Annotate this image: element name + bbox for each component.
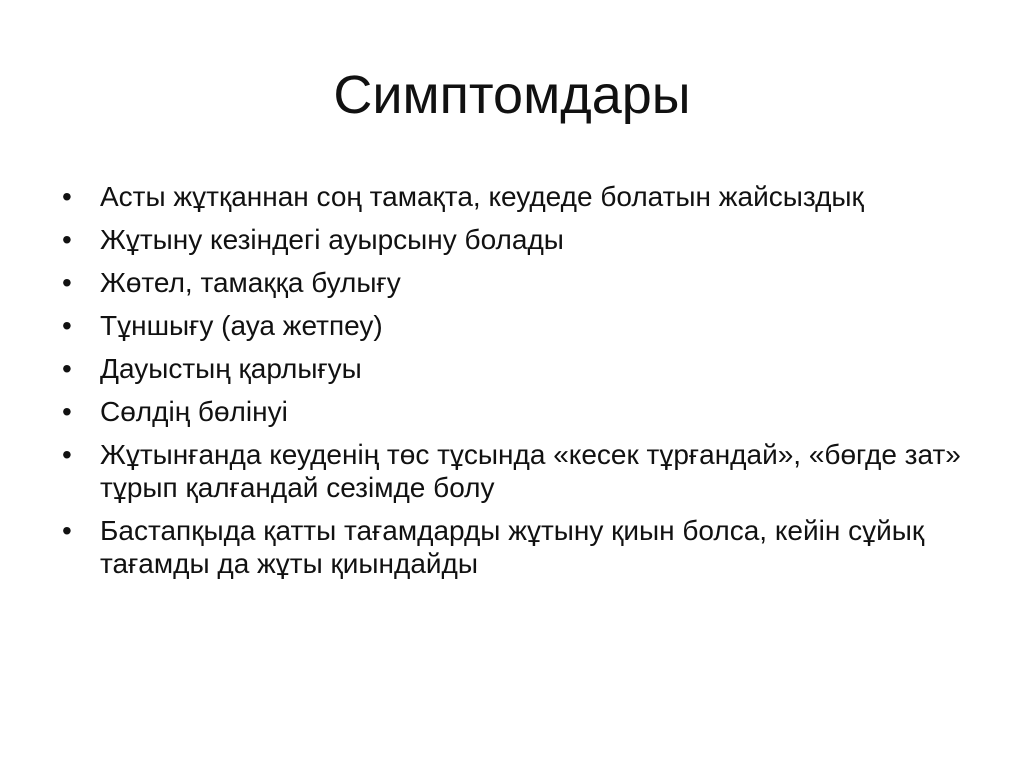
list-item-text: Бастапқыда қатты тағамдарды жұтыну қиын болса, кейін сұйық тағамды да жұты қиындайды (100, 515, 925, 579)
bullet-icon: • (62, 267, 72, 298)
bullet-icon: • (62, 181, 72, 212)
list-item-text: Жөтел, тамаққа булығу (100, 267, 401, 298)
list-item (62, 352, 962, 385)
bullet-icon: • (62, 224, 72, 255)
slide-title: Симптомдары (333, 65, 691, 125)
list-item-text: Дауыстың қарлығуы (100, 353, 362, 384)
list-item (62, 180, 962, 213)
list-item (62, 438, 962, 504)
list-item-text: Тұншығу (ауа жетпеу) (100, 310, 383, 341)
list-item-text: Сөлдің бөлінуі (100, 396, 288, 427)
list-item (62, 309, 962, 342)
list-item (62, 266, 962, 299)
list-item-text: Асты жұтқаннан соң тамақта, кеудеде болатын жайсыздық (100, 181, 864, 212)
list-item (62, 514, 962, 580)
bullet-icon: • (62, 353, 72, 384)
list-item (62, 223, 962, 256)
list-item-text: Жұтынғанда кеуденің төс тұсында «кесек тұрғандай», «бөгде зат» тұрып қалғандай сезімде болу (100, 439, 961, 503)
bullet-icon: • (62, 439, 72, 470)
list-item-text: Жұтыну кезіндегі ауырсыну болады (100, 224, 564, 255)
bullet-list (62, 180, 962, 590)
bullet-icon: • (62, 396, 72, 427)
bullet-icon: • (62, 310, 72, 341)
list-item (62, 395, 962, 428)
bullet-icon: • (62, 515, 72, 546)
